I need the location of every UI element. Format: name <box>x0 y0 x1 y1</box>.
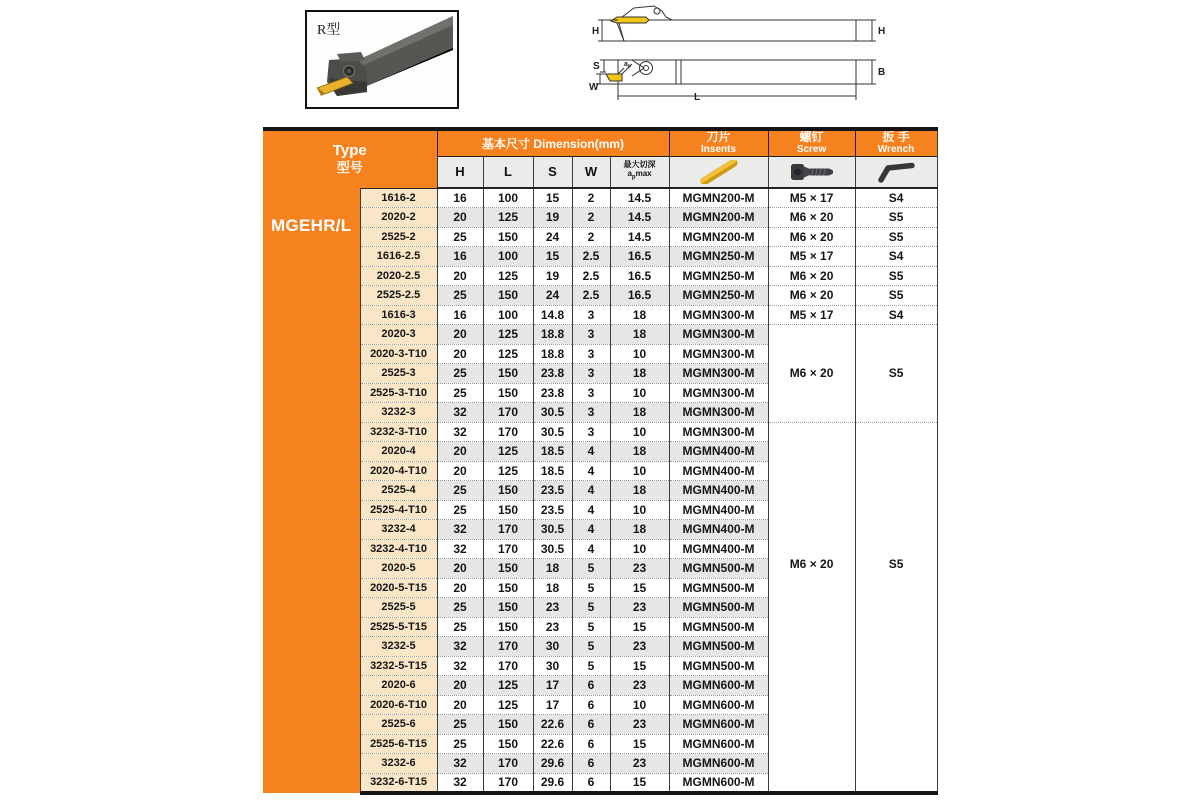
cell-insert: MGMN500-M <box>669 656 768 676</box>
cell-ap: 14.5 <box>610 208 669 228</box>
wrench-icon <box>874 159 918 185</box>
cell-type: 2525-2 <box>360 227 437 247</box>
cell-insert: MGMN400-M <box>669 481 768 501</box>
cell-s: 23 <box>533 598 572 618</box>
cell-h: 16 <box>437 188 483 208</box>
dim-label-w: W <box>589 82 599 93</box>
cell-h: 32 <box>437 520 483 540</box>
cell-ap: 10 <box>610 539 669 559</box>
cell-l: 150 <box>483 559 533 579</box>
cell-wrench: S5 <box>855 325 937 423</box>
dim-label-b: B <box>878 67 886 78</box>
cell-type: 2020-2.5 <box>360 266 437 286</box>
cell-type: 3232-4 <box>360 520 437 540</box>
cell-wrench: S5 <box>855 227 937 247</box>
cell-screw: M6 × 20 <box>768 208 855 228</box>
cell-l: 170 <box>483 539 533 559</box>
cell-l: 125 <box>483 442 533 462</box>
cell-l: 125 <box>483 266 533 286</box>
insert-plan-icon <box>606 74 622 81</box>
cell-insert: MGMN200-M <box>669 188 768 208</box>
cell-ap: 10 <box>610 422 669 442</box>
screw-header: 螺钉 Screw <box>768 129 855 156</box>
col-header-h: H <box>437 156 483 188</box>
cell-w: 2.5 <box>572 266 610 286</box>
cell-type: 2525-5 <box>360 598 437 618</box>
cell-h: 32 <box>437 403 483 423</box>
cell-l: 170 <box>483 754 533 774</box>
cell-ap: 18 <box>610 305 669 325</box>
cell-h: 25 <box>437 598 483 618</box>
cell-w: 3 <box>572 344 610 364</box>
cell-insert: MGMN400-M <box>669 500 768 520</box>
cell-s: 29.6 <box>533 754 572 774</box>
cell-h: 25 <box>437 715 483 735</box>
cell-h: 25 <box>437 364 483 384</box>
cell-insert: MGMN250-M <box>669 247 768 267</box>
cell-l: 170 <box>483 773 533 793</box>
cell-insert: MGMN500-M <box>669 578 768 598</box>
spec-row <box>263 422 937 442</box>
cell-type: 2525-3 <box>360 364 437 384</box>
cell-h: 20 <box>437 578 483 598</box>
cell-insert: MGMN500-M <box>669 559 768 579</box>
cell-insert: MGMN600-M <box>669 715 768 735</box>
cell-l: 170 <box>483 637 533 657</box>
cell-wrench: S5 <box>855 286 937 306</box>
inserts-header: 刀片 Insents <box>669 129 768 156</box>
cell-h: 20 <box>437 676 483 696</box>
cell-h: 32 <box>437 656 483 676</box>
cell-screw: M6 × 20 <box>768 266 855 286</box>
cell-type: 3232-6-T15 <box>360 773 437 793</box>
cell-w: 4 <box>572 461 610 481</box>
cell-type: 3232-3-T10 <box>360 422 437 442</box>
cell-type: 2020-6-T10 <box>360 695 437 715</box>
cell-h: 16 <box>437 247 483 267</box>
cell-s: 30.5 <box>533 539 572 559</box>
cell-screw: M6 × 20 <box>768 227 855 247</box>
cell-l: 170 <box>483 403 533 423</box>
cell-h: 25 <box>437 500 483 520</box>
type-header-en: Type <box>332 142 367 160</box>
cell-ap: 16.5 <box>610 247 669 267</box>
cell-ap: 10 <box>610 695 669 715</box>
cell-screw: M5 × 17 <box>768 305 855 325</box>
cell-type: 2020-5 <box>360 559 437 579</box>
cell-h: 20 <box>437 325 483 345</box>
cell-w: 3 <box>572 403 610 423</box>
cell-l: 170 <box>483 656 533 676</box>
cell-s: 23.8 <box>533 364 572 384</box>
cell-s: 17 <box>533 676 572 696</box>
cell-type: 3232-5-T15 <box>360 656 437 676</box>
cell-l: 170 <box>483 422 533 442</box>
cell-insert: MGMN600-M <box>669 773 768 793</box>
cell-l: 150 <box>483 617 533 637</box>
dimension-drawing <box>588 4 888 108</box>
dim-label-h-left: H <box>592 26 600 37</box>
dim-label-h-right: H <box>878 26 886 37</box>
screw-icon <box>786 159 838 185</box>
cell-ap: 23 <box>610 559 669 579</box>
cell-screw: M5 × 17 <box>768 247 855 267</box>
cell-type: 2020-3 <box>360 325 437 345</box>
cell-insert: MGMN250-M <box>669 266 768 286</box>
cell-screw: M6 × 20 <box>768 422 855 793</box>
cell-insert: MGMN400-M <box>669 442 768 462</box>
cell-s: 23.5 <box>533 481 572 501</box>
cell-l: 100 <box>483 247 533 267</box>
cell-type: 3232-4-T10 <box>360 539 437 559</box>
cell-h: 32 <box>437 637 483 657</box>
cell-w: 4 <box>572 481 610 501</box>
cell-wrench: S5 <box>855 208 937 228</box>
cell-s: 30 <box>533 656 572 676</box>
cell-type: 2525-4 <box>360 481 437 501</box>
cell-ap: 23 <box>610 676 669 696</box>
cell-s: 15 <box>533 247 572 267</box>
spec-row <box>263 247 937 267</box>
cell-type: 3232-6 <box>360 754 437 774</box>
cell-w: 3 <box>572 325 610 345</box>
cell-insert: MGMN300-M <box>669 305 768 325</box>
cell-insert: MGMN250-M <box>669 286 768 306</box>
cell-insert: MGMN600-M <box>669 695 768 715</box>
cell-ap: 18 <box>610 403 669 423</box>
cell-screw: M5 × 17 <box>768 188 855 208</box>
dim-label-s: S <box>593 61 600 72</box>
cell-ap: 23 <box>610 598 669 618</box>
cell-w: 3 <box>572 383 610 403</box>
cell-insert: MGMN500-M <box>669 598 768 618</box>
col-header-insert-icon <box>669 156 768 188</box>
cell-w: 2 <box>572 208 610 228</box>
cell-h: 20 <box>437 695 483 715</box>
cell-ap: 18 <box>610 520 669 540</box>
cell-type: 2020-2 <box>360 208 437 228</box>
spec-table-wrap <box>263 127 937 795</box>
cell-h: 25 <box>437 227 483 247</box>
cell-s: 23 <box>533 617 572 637</box>
cell-w: 4 <box>572 539 610 559</box>
cell-wrench: S4 <box>855 305 937 325</box>
cell-type: 2020-4-T10 <box>360 461 437 481</box>
cell-w: 5 <box>572 598 610 618</box>
cell-s: 24 <box>533 227 572 247</box>
cell-ap: 14.5 <box>610 188 669 208</box>
col-header-ap: 最大切深 $a_p\max$ <box>610 156 669 188</box>
cell-ap: 23 <box>610 637 669 657</box>
cell-w: 3 <box>572 305 610 325</box>
cell-insert: MGMN400-M <box>669 520 768 540</box>
cell-w: 6 <box>572 715 610 735</box>
cell-ap: 18 <box>610 442 669 462</box>
cell-ap: 14.5 <box>610 227 669 247</box>
cell-l: 150 <box>483 715 533 735</box>
cell-l: 125 <box>483 695 533 715</box>
cell-s: 17 <box>533 695 572 715</box>
cell-l: 150 <box>483 734 533 754</box>
cell-w: 2 <box>572 188 610 208</box>
col-header-screw-icon <box>768 156 855 188</box>
cell-insert: MGMN300-M <box>669 344 768 364</box>
spec-row <box>263 208 937 228</box>
cell-insert: MGMN600-M <box>669 676 768 696</box>
cell-s: 30.5 <box>533 403 572 423</box>
cell-ap: 15 <box>610 656 669 676</box>
cell-type: 2525-6 <box>360 715 437 735</box>
cell-ap: 10 <box>610 461 669 481</box>
cell-type: 1616-2.5 <box>360 247 437 267</box>
cell-h: 25 <box>437 617 483 637</box>
cell-h: 20 <box>437 208 483 228</box>
cell-ap: 15 <box>610 617 669 637</box>
cell-insert: MGMN500-M <box>669 617 768 637</box>
cell-h: 16 <box>437 305 483 325</box>
dim-label-ap: $a_p$ <box>624 61 631 70</box>
cell-w: 3 <box>572 364 610 384</box>
cell-s: 30.5 <box>533 520 572 540</box>
cell-l: 150 <box>483 481 533 501</box>
tool-photo-r-type <box>305 10 459 109</box>
cell-ap: 16.5 <box>610 286 669 306</box>
cell-l: 150 <box>483 578 533 598</box>
cell-w: 5 <box>572 637 610 657</box>
cell-w: 5 <box>572 617 610 637</box>
cell-type: 2525-5-T15 <box>360 617 437 637</box>
cell-h: 25 <box>437 481 483 501</box>
cell-l: 125 <box>483 344 533 364</box>
cell-l: 150 <box>483 227 533 247</box>
cell-screw: M6 × 20 <box>768 286 855 306</box>
spec-table-body <box>263 188 937 793</box>
cell-s: 19 <box>533 208 572 228</box>
cell-type: 2525-3-T10 <box>360 383 437 403</box>
cell-l: 150 <box>483 286 533 306</box>
cell-l: 100 <box>483 188 533 208</box>
cell-ap: 15 <box>610 734 669 754</box>
spec-row <box>263 305 937 325</box>
cell-s: 18.8 <box>533 325 572 345</box>
cell-type: 1616-2 <box>360 188 437 208</box>
cell-s: 15 <box>533 188 572 208</box>
cell-l: 100 <box>483 305 533 325</box>
cell-wrench: S5 <box>855 266 937 286</box>
cell-insert: MGMN400-M <box>669 461 768 481</box>
cell-insert: MGMN300-M <box>669 383 768 403</box>
photo-label: R型 <box>317 23 341 38</box>
cell-w: 5 <box>572 559 610 579</box>
cell-l: 125 <box>483 461 533 481</box>
cell-ap: 18 <box>610 325 669 345</box>
spec-row <box>263 325 937 345</box>
cell-ap: 10 <box>610 383 669 403</box>
cell-ap: 23 <box>610 715 669 735</box>
cell-w: 4 <box>572 500 610 520</box>
col-header-l: L <box>483 156 533 188</box>
cell-type: 3232-5 <box>360 637 437 657</box>
cell-w: 5 <box>572 656 610 676</box>
cell-ap: 10 <box>610 500 669 520</box>
cell-insert: MGMN300-M <box>669 422 768 442</box>
cell-s: 18 <box>533 559 572 579</box>
cell-s: 30 <box>533 637 572 657</box>
cell-l: 150 <box>483 364 533 384</box>
cell-w: 6 <box>572 695 610 715</box>
dimension-header: 基本尺寸 Dimension(mm) <box>437 129 669 156</box>
cell-s: 30.5 <box>533 422 572 442</box>
cell-ap: 18 <box>610 364 669 384</box>
cell-s: 22.6 <box>533 715 572 735</box>
cell-insert: MGMN300-M <box>669 364 768 384</box>
cell-s: 18 <box>533 578 572 598</box>
cell-type: 2525-4-T10 <box>360 500 437 520</box>
cell-type: 2525-6-T15 <box>360 734 437 754</box>
cell-s: 18.8 <box>533 344 572 364</box>
col-header-w: W <box>572 156 610 188</box>
cell-l: 125 <box>483 208 533 228</box>
cell-screw: M6 × 20 <box>768 325 855 423</box>
cell-s: 29.6 <box>533 773 572 793</box>
cell-l: 170 <box>483 520 533 540</box>
cell-wrench: S5 <box>855 422 937 793</box>
cell-h: 32 <box>437 754 483 774</box>
cell-insert: MGMN600-M <box>669 754 768 774</box>
cell-ap: 10 <box>610 344 669 364</box>
cell-w: 6 <box>572 676 610 696</box>
cell-s: 23.8 <box>533 383 572 403</box>
cell-ap: 16.5 <box>610 266 669 286</box>
cell-w: 2.5 <box>572 247 610 267</box>
cell-insert: MGMN600-M <box>669 734 768 754</box>
cell-w: 4 <box>572 520 610 540</box>
cell-type: 3232-3 <box>360 403 437 423</box>
cell-type: 2020-4 <box>360 442 437 462</box>
cell-h: 32 <box>437 539 483 559</box>
cell-type: 2020-5-T15 <box>360 578 437 598</box>
cell-s: 18.5 <box>533 442 572 462</box>
cell-w: 5 <box>572 578 610 598</box>
spec-row <box>263 286 937 306</box>
cell-ap: 23 <box>610 754 669 774</box>
cell-l: 150 <box>483 383 533 403</box>
cell-w: 2 <box>572 227 610 247</box>
cell-w: 6 <box>572 734 610 754</box>
cell-w: 3 <box>572 422 610 442</box>
series-label: MGEHR/L <box>263 188 360 793</box>
cell-ap: 18 <box>610 481 669 501</box>
cell-wrench: S4 <box>855 247 937 267</box>
cell-s: 24 <box>533 286 572 306</box>
cell-l: 125 <box>483 325 533 345</box>
cell-h: 20 <box>437 266 483 286</box>
spec-row <box>263 266 937 286</box>
cell-insert: MGMN500-M <box>669 637 768 657</box>
cell-s: 14.8 <box>533 305 572 325</box>
cell-s: 18.5 <box>533 461 572 481</box>
cell-h: 32 <box>437 422 483 442</box>
cell-insert: MGMN200-M <box>669 227 768 247</box>
cell-ap: 15 <box>610 578 669 598</box>
cell-type: 2020-3-T10 <box>360 344 437 364</box>
cell-h: 20 <box>437 461 483 481</box>
cell-type: 1616-3 <box>360 305 437 325</box>
col-header-s: S <box>533 156 572 188</box>
cell-insert: MGMN300-M <box>669 325 768 345</box>
spec-row <box>263 227 937 247</box>
dim-label-l: L <box>694 92 701 103</box>
cell-h: 20 <box>437 559 483 579</box>
cell-w: 2.5 <box>572 286 610 306</box>
cell-w: 4 <box>572 442 610 462</box>
cell-h: 32 <box>437 773 483 793</box>
cell-insert: MGMN300-M <box>669 403 768 423</box>
insert-icon <box>691 160 747 184</box>
cell-s: 22.6 <box>533 734 572 754</box>
cell-w: 6 <box>572 773 610 793</box>
cell-h: 20 <box>437 344 483 364</box>
spec-row <box>263 188 937 208</box>
cell-insert: MGMN400-M <box>669 539 768 559</box>
cell-h: 25 <box>437 734 483 754</box>
col-header-wrench-icon <box>855 156 937 188</box>
cell-l: 150 <box>483 500 533 520</box>
cell-wrench: S4 <box>855 188 937 208</box>
cell-s: 19 <box>533 266 572 286</box>
cell-s: 23.5 <box>533 500 572 520</box>
wrench-header: 扳 手 Wrench <box>855 129 937 156</box>
cell-type: 2525-2.5 <box>360 286 437 306</box>
cell-h: 20 <box>437 442 483 462</box>
cell-h: 25 <box>437 286 483 306</box>
cell-h: 25 <box>437 383 483 403</box>
cell-insert: MGMN200-M <box>669 208 768 228</box>
spec-table <box>263 127 938 795</box>
cell-ap: 15 <box>610 773 669 793</box>
cell-l: 150 <box>483 598 533 618</box>
type-header <box>263 129 437 188</box>
tool-render <box>307 12 453 103</box>
cell-type: 2020-6 <box>360 676 437 696</box>
type-header-zh: 型号 <box>336 160 363 176</box>
cell-l: 125 <box>483 676 533 696</box>
cell-w: 6 <box>572 754 610 774</box>
